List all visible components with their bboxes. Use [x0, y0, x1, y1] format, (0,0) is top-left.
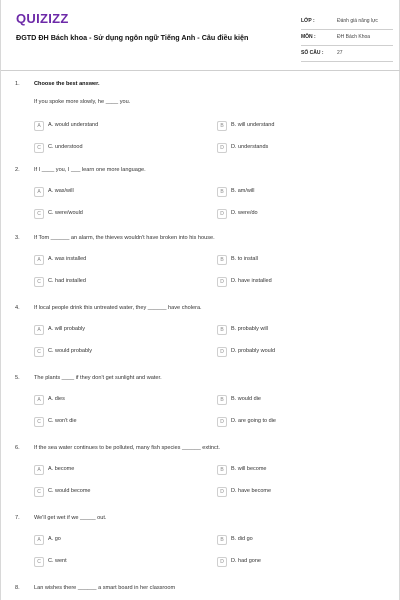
option-text: D. had gone [231, 558, 261, 564]
option-text: B. probably will [231, 326, 268, 332]
meta-key: MÔN : [301, 34, 316, 40]
option-letter-box: D [217, 557, 227, 567]
question-text: If you spoke more slowly, he ____ you. [34, 99, 131, 105]
option-text: C. understood [48, 144, 83, 150]
option-letter-box: A [34, 395, 44, 405]
option-letter-box: B [217, 255, 227, 265]
option-letter-box: B [217, 535, 227, 545]
option-letter-box: D [217, 143, 227, 153]
meta-row-subject [301, 30, 393, 46]
question-number: 7. [15, 515, 20, 521]
meta-value: Đánh giá năng lực [337, 18, 378, 24]
option-text: C. had installed [48, 278, 86, 284]
question-text: The plants ____ if they don't get sunlight and water. [34, 375, 162, 381]
worksheet-title: ĐGTD ĐH Bách khoa - Sử dụng ngôn ngữ Tiếng Anh - Câu điều kiện [16, 33, 249, 42]
option-letter-box: A [34, 255, 44, 265]
option-letter-box: A [34, 325, 44, 335]
option-text: B. to install [231, 256, 258, 262]
option-text: A. was/will [48, 188, 74, 194]
option-text: A. go [48, 536, 61, 542]
option-letter-box: B [217, 121, 227, 131]
meta-row-class [301, 14, 393, 30]
question-instruction: Choose the best answer. [34, 81, 100, 87]
option-letter-box: D [217, 417, 227, 427]
meta-row-count [301, 46, 393, 62]
meta-table [301, 14, 393, 62]
question-number: 2. [15, 167, 20, 173]
option-text: B. am/will [231, 188, 255, 194]
option-text: D. have installed [231, 278, 272, 284]
worksheet-header [1, 0, 400, 68]
option-letter-box: C [34, 487, 44, 497]
option-text: C. won't die [48, 418, 77, 424]
option-text: D. probably would [231, 348, 276, 354]
meta-key: LỚP : [301, 18, 315, 24]
header-divider [1, 70, 400, 71]
option-letter-box: B [217, 325, 227, 335]
option-text: B. did go [231, 536, 253, 542]
option-letter-box: C [34, 347, 44, 357]
question-text: If I ____ you, I ___ learn one more language. [34, 167, 146, 173]
option-letter-box: D [217, 347, 227, 357]
question-number: 5. [15, 375, 20, 381]
option-text: B. will understand [231, 122, 275, 128]
option-text: B. will become [231, 466, 267, 472]
option-letter-box: A [34, 121, 44, 131]
option-letter-box: C [34, 557, 44, 567]
option-text: D. have become [231, 488, 272, 494]
option-text: B. would die [231, 396, 261, 402]
question-text: Lan wishes there ______ a smart board in her classroom [34, 585, 176, 591]
meta-value: 27 [337, 50, 343, 56]
question-number: 4. [15, 305, 20, 311]
question-text: If the sea water continues to be polluted, many fish species ______ extinct. [34, 445, 220, 451]
question-number: 1. [15, 81, 20, 87]
meta-value: ĐH Bách Khoa [337, 34, 371, 40]
option-letter-box: C [34, 143, 44, 153]
option-letter-box: C [34, 417, 44, 427]
option-text: C. were/would [48, 210, 83, 216]
question-number: 3. [15, 235, 20, 241]
option-text: A. will probably [48, 326, 85, 332]
question-number: 6. [15, 445, 20, 451]
question-text: We'll get wet if we _____ out. [34, 515, 107, 521]
option-letter-box: A [34, 465, 44, 475]
option-letter-box: D [217, 277, 227, 287]
option-text: A. become [48, 466, 75, 472]
option-letter-box: D [217, 209, 227, 219]
option-text: A. would understand [48, 122, 99, 128]
option-letter-box: C [34, 209, 44, 219]
question-text: If local people drink this untreated water, they ______ have cholera. [34, 305, 202, 311]
question-text: If Tom ______ an alarm, the thieves wouldn't have broken into his house. [34, 235, 215, 241]
option-letter-box: C [34, 277, 44, 287]
meta-key: SỐ CÂU : [301, 50, 324, 56]
option-letter-box: A [34, 535, 44, 545]
option-text: C. would become [48, 488, 91, 494]
option-text: A. was installed [48, 256, 87, 262]
option-text: D. understands [231, 144, 269, 150]
option-text: D. were/do [231, 210, 258, 216]
option-text: D. are going to die [231, 418, 276, 424]
option-letter-box: B [217, 187, 227, 197]
option-text: C. went [48, 558, 67, 564]
option-text: C. would probably [48, 348, 93, 354]
option-text: A. dies [48, 396, 65, 402]
question-number: 8. [15, 585, 20, 591]
option-letter-box: B [217, 465, 227, 475]
quizizz-logo: QUIZIZZ [16, 11, 69, 26]
option-letter-box: D [217, 487, 227, 497]
option-letter-box: A [34, 187, 44, 197]
option-letter-box: B [217, 395, 227, 405]
